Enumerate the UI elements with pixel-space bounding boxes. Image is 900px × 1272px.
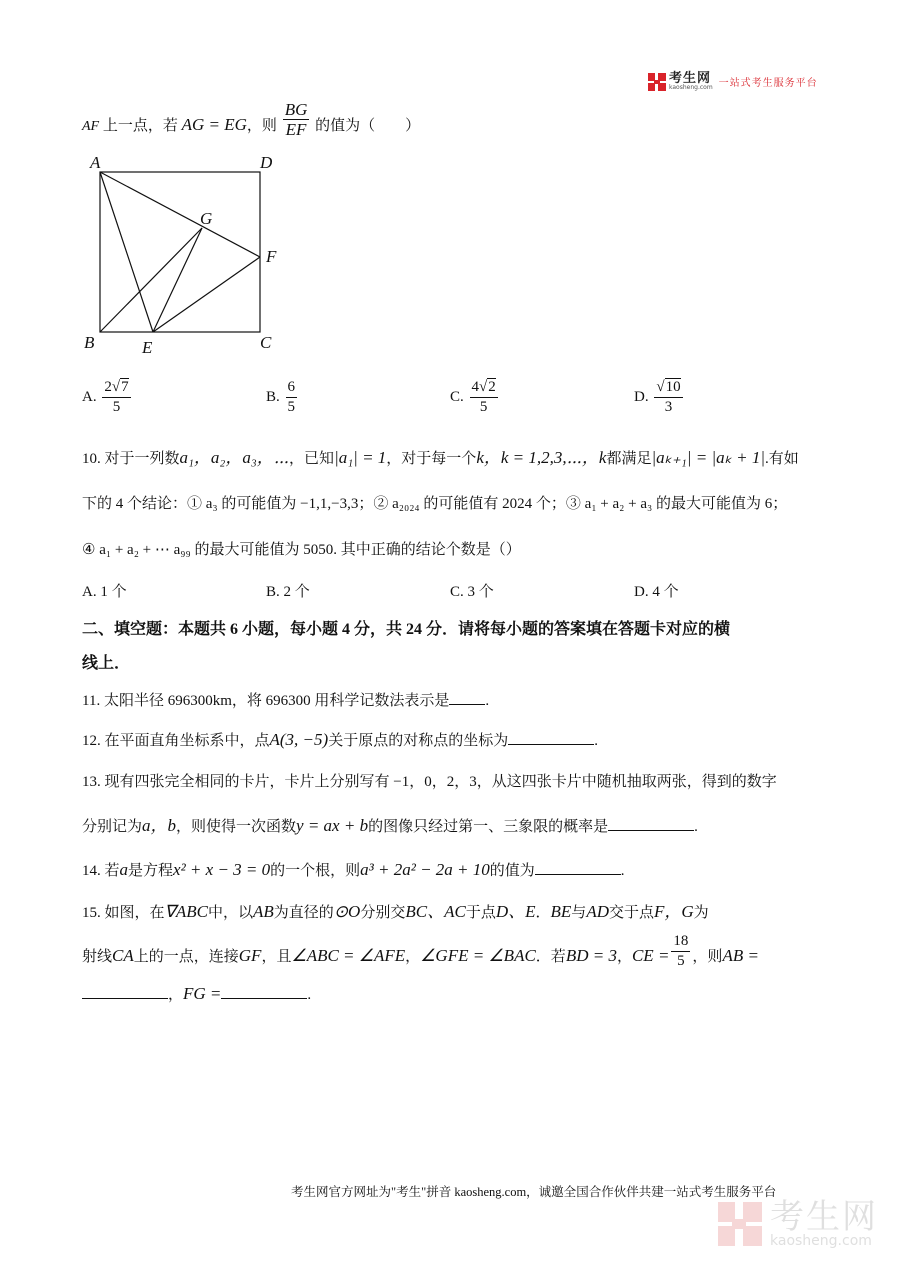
q10-line3 (82, 540, 521, 560)
answer-blank[interactable] (535, 860, 621, 875)
text: . (694, 819, 698, 835)
math: CA (112, 945, 134, 965)
text: 11. 太阳半径 696300km，将 696300 用科学记数法表示是 (82, 693, 450, 709)
q9-text-post: 的值为（ ） (315, 117, 421, 134)
text: ． (535, 905, 551, 921)
segment-bg (100, 228, 202, 332)
option-label: C. (450, 388, 464, 405)
q9-stem (82, 100, 421, 139)
q9-option-c[interactable] (450, 378, 500, 417)
math: BE (550, 902, 572, 921)
text: . (620, 863, 625, 879)
coef: 4 (471, 379, 480, 395)
q10-option-b[interactable]: B. 2 个 (266, 584, 310, 600)
q14 (82, 860, 625, 881)
math: AB (253, 902, 274, 921)
math: ⊙O (333, 902, 361, 921)
denominator: 3 (664, 399, 673, 415)
text: 是方程 (128, 863, 174, 879)
text: 15. 如图，在 (82, 905, 165, 921)
text: 分别交 (360, 905, 406, 921)
header-logo (648, 72, 818, 91)
q9-option-a[interactable] (82, 378, 133, 417)
ce-fraction (671, 932, 690, 971)
math: F，G (654, 902, 694, 921)
label-a: A (90, 153, 101, 172)
numerator: 6 (286, 378, 298, 398)
text: 都满足 (606, 451, 652, 467)
coef: 2 (104, 379, 112, 395)
answer-blank[interactable] (508, 730, 594, 745)
label-b: B (84, 333, 95, 352)
q10-number: 10. (82, 451, 101, 467)
q13-line1: 13. 现有四张完全相同的卡片，卡片上分别写有 −1，0，2，3，从这四张卡片中随机抽取两张，得到的数字 (82, 774, 777, 790)
text: ，则 (692, 948, 723, 965)
radicand: 10 (665, 379, 681, 395)
q9-option-b[interactable] (266, 378, 299, 417)
q15-line3 (82, 984, 311, 1005)
conclusion-1: ① a₃ 的可能值为 −1,1,−3,3； (187, 496, 374, 512)
text: 对于一列数 (104, 451, 180, 467)
q9-text-pre: 上一点，若 (102, 117, 178, 134)
text: ，已知 (289, 451, 335, 467)
denominator: 5 (112, 399, 121, 415)
option-fraction (286, 378, 298, 417)
q9-af: AF (82, 118, 100, 134)
math: A(3, −5) (269, 730, 329, 749)
conclusion-4: ④ a₁ + a₂ + ⋯ a₉₉ 的最大可能值为 5050. (82, 542, 338, 558)
q9-frac-den: EF (285, 120, 307, 139)
answer-blank-fg[interactable] (221, 984, 307, 999)
denominator: 5 (479, 399, 488, 415)
text: ，则使得一次函数 (176, 819, 297, 835)
watermark-logo (718, 1197, 878, 1249)
text: 与 (571, 905, 587, 921)
math: |a₁| = 1 (334, 448, 387, 467)
math: CE = (631, 945, 670, 965)
text: 的一个根，则 (270, 863, 361, 879)
q10-option-c[interactable]: C. 3 个 (450, 584, 494, 600)
math: D、E (495, 902, 536, 921)
section2-heading: 二、填空题：本题共 6 小题，每小题 4 分，共 24 分．请将每小题的答案填在答题卡对应的横 (82, 621, 731, 638)
math: k，k = 1,2,3,⋯，k (476, 448, 607, 467)
math: ∠GFE = ∠BAC (420, 945, 536, 965)
math: GF (238, 945, 262, 965)
option-fraction: $\frac{4√2}{5}$ (471, 379, 496, 415)
text: ，且 (261, 948, 292, 965)
segment-eg (153, 228, 202, 332)
text: . (307, 987, 312, 1003)
q10-line1 (82, 448, 799, 469)
label-g: G (200, 209, 213, 228)
label-c: C (260, 333, 272, 352)
option-label: A. (82, 388, 97, 405)
text: 的图像只经过第一、三象限的概率是 (368, 819, 609, 835)
math: AD (586, 902, 609, 921)
text: 下的 4 个结论： (82, 496, 188, 512)
text: 分别记为 (82, 819, 143, 835)
text: 交于点 (608, 905, 654, 921)
segment-ef (153, 257, 260, 332)
text: 12. 在平面直角坐标系中，点 (82, 733, 270, 749)
denominator: 5 (677, 953, 685, 969)
math: a，b (142, 816, 177, 835)
option-label: B. (266, 388, 280, 405)
text: 为 (693, 905, 709, 921)
text: .有如 (765, 451, 799, 467)
q10-line2 (82, 494, 787, 514)
header-slogan: 一站式考生服务平台 (718, 78, 818, 89)
math: ∠ABC = ∠AFE (291, 945, 406, 965)
text: 于点 (465, 905, 496, 921)
math: BD = 3 (565, 945, 617, 965)
conclusion-2: ② a₂₀₂₄ 的可能值有 2024 个； (373, 496, 566, 512)
watermark-english: kaosheng.com (770, 1233, 872, 1249)
option-fraction: $\frac{√10}{3}$ (656, 379, 681, 415)
watermark-chinese: 考生网 (770, 1197, 878, 1237)
text: 上的一点，连接 (133, 948, 239, 965)
text: 中，以 (208, 905, 254, 921)
q11 (82, 690, 489, 711)
text: 其中正确的结论个数是（） (340, 542, 521, 558)
radicand: 2 (488, 379, 496, 395)
q9-figure (78, 150, 298, 360)
text: ， (168, 987, 184, 1003)
label-e: E (142, 338, 153, 357)
text: 关于原点的对称点的坐标为 (328, 733, 509, 749)
math: |aₖ₊₁| = |aₖ + 1| (651, 448, 765, 467)
math: AB = (722, 945, 759, 965)
option-label: D. (634, 388, 649, 405)
math: x² + x − 3 = 0 (173, 860, 271, 879)
math: BC、AC (405, 902, 466, 921)
label-d: D (260, 153, 273, 172)
q13-line2 (82, 816, 698, 837)
text: ，对于每一个 (386, 451, 477, 467)
q9-frac-num: BG (284, 100, 308, 119)
q9-text-mid: ，则 (246, 117, 277, 134)
logo-english: kaosheng.com (669, 84, 713, 91)
label-f: F (266, 247, 277, 266)
math: a₁，a₂，a₃，⋯ (179, 448, 290, 467)
answer-blank-ab[interactable] (82, 984, 168, 999)
q9-fraction (283, 100, 310, 139)
text: 的值为 (489, 863, 535, 879)
text: . (594, 733, 598, 749)
math: a (119, 860, 129, 879)
answer-blank[interactable] (608, 816, 694, 831)
math: ∇ABC (164, 902, 208, 921)
conclusion-3: ③ a₁ + a₂ + a₃ 的最大可能值为 6； (565, 496, 788, 512)
q10-option-a[interactable]: A. 1 个 (82, 584, 127, 600)
q10-option-d[interactable]: D. 4 个 (634, 584, 679, 600)
text: 为直径的 (273, 905, 334, 921)
q9-option-d[interactable] (634, 378, 685, 417)
logo-mark-icon (648, 73, 666, 91)
footer-text: 考生网官方网址为"考生"拼音 kaosheng.com，诚邀全国合作伙伴共建一站式考生服务平台 (291, 1185, 777, 1199)
denominator: 5 (287, 399, 296, 415)
q12 (82, 730, 598, 751)
logo-chinese: 考生网 (669, 71, 712, 86)
math: y = ax + b (296, 816, 369, 835)
text: ， (405, 948, 421, 965)
math: a³ + 2a² − 2a + 10 (360, 860, 490, 879)
answer-blank[interactable] (449, 690, 485, 705)
option-fraction: $\frac{2√7}{5}$ (104, 379, 129, 415)
q15-line1 (82, 902, 709, 923)
text: 射线 (82, 948, 113, 965)
numerator: 18 (671, 932, 690, 952)
watermark-mark-icon (718, 1202, 762, 1246)
math: FG = (183, 984, 222, 1003)
text: ．若 (535, 948, 566, 965)
q15-line2 (82, 933, 759, 971)
text: 14. 若 (82, 863, 120, 879)
text: . (485, 693, 490, 709)
q9-equation: AG = EG (181, 114, 247, 134)
radicand: 7 (121, 379, 129, 395)
text: ， (616, 948, 632, 965)
section2-heading-cont: 线上． (82, 655, 131, 672)
